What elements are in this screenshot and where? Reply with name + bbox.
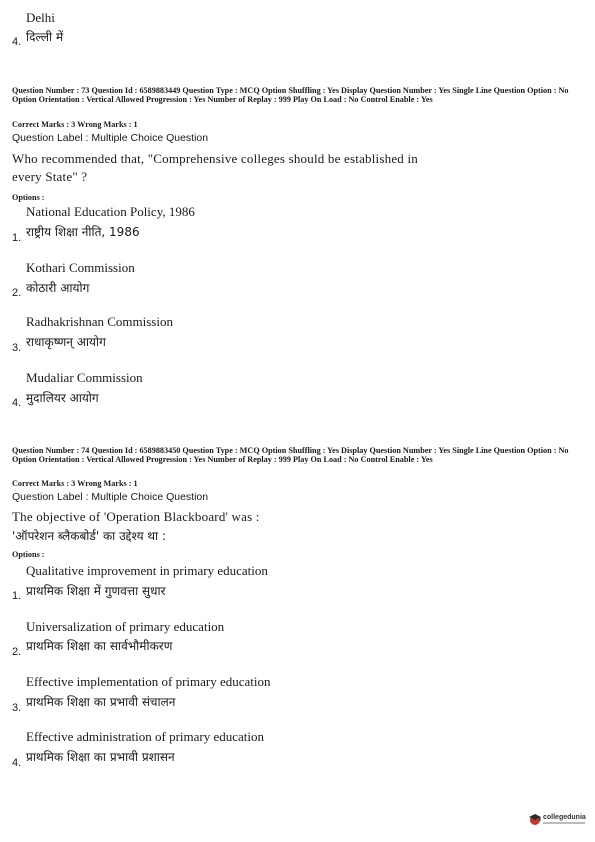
q73-question-text-line2: every State" ? — [12, 169, 88, 184]
q73-option-4-en[interactable]: Mudaliar Commission — [26, 370, 143, 385]
q73-option-3-number: 3. — [12, 342, 22, 354]
q73-option-1-number: 1. — [12, 232, 22, 244]
q73-option-4-hi[interactable]: मुदालियर आयोग — [26, 391, 99, 405]
q74-option-3-hi[interactable]: प्राथमिक शिक्षा का प्रभावी संचालन — [26, 695, 176, 709]
q74-option-1-hi[interactable]: प्राथमिक शिक्षा में गुणवत्ता सुधार — [26, 584, 166, 598]
q74-question-label: Question Label : Multiple Choice Question — [12, 491, 209, 503]
q73-option-1-hi[interactable]: राष्ट्रीय शिक्षा नीति, 1986 — [26, 225, 140, 239]
q74-option-4-hi[interactable]: प्राथमिक शिक्षा का प्रभावी प्रशासन — [26, 750, 175, 764]
q73-question-text-line1: Who recommended that, "Comprehensive colleges should be established in — [12, 151, 418, 166]
q74-option-4-en[interactable]: Effective administration of primary education — [26, 729, 265, 744]
q74-option-2-en[interactable]: Universalization of primary education — [26, 619, 225, 634]
prev-option-en: Delhi — [26, 10, 55, 25]
q74-options-heading: Options : — [12, 550, 45, 559]
prev-option-number: 4. — [12, 36, 22, 48]
q74-option-2-hi[interactable]: प्राथमिक शिक्षा का सार्वभौमीकरण — [26, 639, 173, 653]
prev-option-hi: दिल्ली में — [26, 30, 64, 44]
q74-meta: Question Number : 74 Question Id : 6589883450 Question Type : MCQ Option Shuffling : Yes Display Question Number : Yes Single Line Question Option : No Option Orientation : Vertical Allowed Progression : Yes Number of Replay : 999 Play On Load : No Control Enable : Yes — [12, 446, 569, 465]
q74-option-1-en[interactable]: Qualitative improvement in primary education — [26, 563, 268, 578]
q73-option-2-en[interactable]: Kothari Commission — [26, 260, 135, 275]
q73-option-1-en[interactable]: National Education Policy, 1986 — [26, 204, 195, 219]
graduation-cap-icon — [528, 812, 542, 826]
q73-option-3-en[interactable]: Radhakrishnan Commission — [26, 314, 173, 329]
q73-option-2-number: 2. — [12, 287, 22, 299]
q73-options-heading: Options : — [12, 193, 45, 202]
q73-meta: Question Number : 73 Question Id : 6589883449 Question Type : MCQ Option Shuffling : Yes Display Question Number : Yes Single Line Question Option : No Option Orientation : Vertical Allowed Progression : Yes Number of Replay : 999 Play On Load : No Control Enable : Yes — [12, 86, 569, 105]
q73-question-label: Question Label : Multiple Choice Question — [12, 132, 209, 144]
collegedunia-logo — [528, 812, 588, 828]
logo-text: collegedunia — [543, 814, 586, 821]
q74-marks: Correct Marks : 3 Wrong Marks : 1 — [12, 479, 138, 488]
q74-option-4-number: 4. — [12, 757, 22, 769]
q73-option-3-hi[interactable]: राधाकृष्णन् आयोग — [26, 335, 106, 349]
q74-option-1-number: 1. — [12, 590, 22, 602]
q73-marks: Correct Marks : 3 Wrong Marks : 1 — [12, 120, 138, 129]
q74-question-text-en: The objective of 'Operation Blackboard' was : — [12, 509, 260, 524]
q73-option-2-hi[interactable]: कोठारी आयोग — [26, 281, 90, 295]
q74-option-3-en[interactable]: Effective implementation of primary education — [26, 674, 271, 689]
logo-tagline-line — [543, 822, 585, 824]
q74-question-text-hi: 'ऑपरेशन ब्लैकबोर्ड' का उद्देश्य था : — [12, 529, 166, 543]
q74-option-2-number: 2. — [12, 646, 22, 658]
q73-option-4-number: 4. — [12, 397, 22, 409]
q74-option-3-number: 3. — [12, 702, 22, 714]
